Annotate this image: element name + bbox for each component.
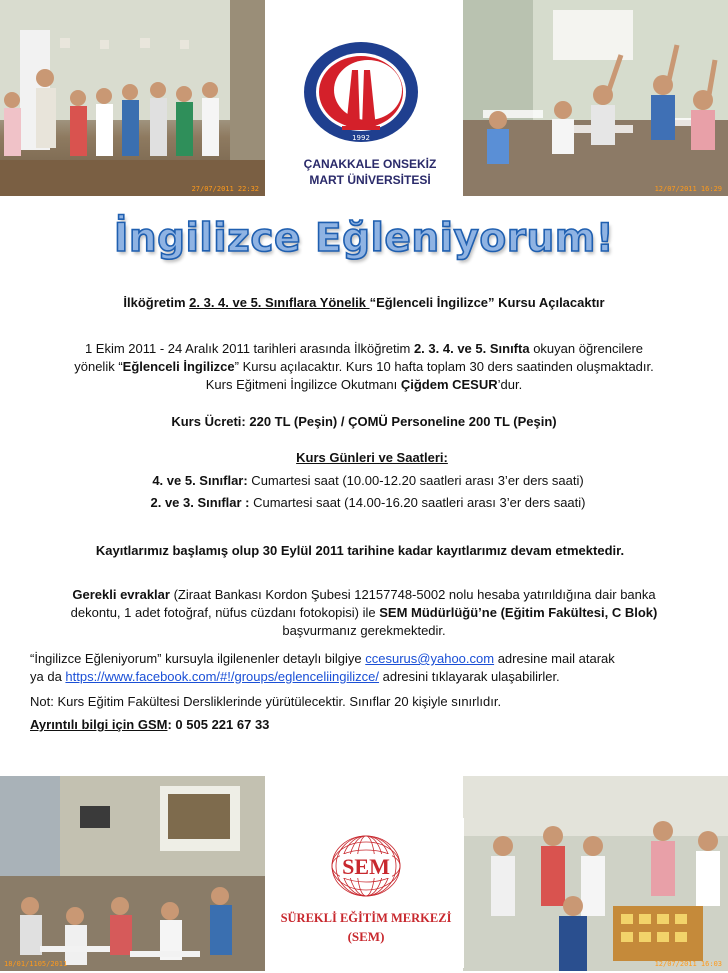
photo-date-stamp: 12/07/2011 16:03 bbox=[654, 960, 722, 968]
sem-full-name: SÜREKLİ EĞİTİM MERKEZİ bbox=[280, 911, 452, 925]
page-title: İngilizce Eğleniyorum! bbox=[113, 216, 615, 261]
photo-date-stamp: 27/07/2011 22:32 bbox=[191, 185, 259, 193]
email-link[interactable]: ccesurus@yahoo.com bbox=[365, 651, 495, 666]
registration-notice: Kayıtlarımız başlamış olup 30 Eylül 2011 tarihine kadar kayıtlarımız devam etmektedir. bbox=[95, 543, 625, 558]
schedule-row-2-3: 2. ve 3. Sınıflar : Cumartesi saat (14.00-16.20 saatleri arası 3’er ders saati) bbox=[150, 495, 586, 510]
photo-classroom-hands-raised bbox=[463, 0, 728, 196]
schedule-heading: Kurs Günleri ve Saatleri: bbox=[296, 450, 448, 465]
photo-classroom-illustration bbox=[463, 0, 728, 196]
photo-students-game bbox=[463, 776, 728, 971]
sem-logo bbox=[268, 818, 464, 968]
gsm-contact: Ayrıntılı bilgi için GSM: 0 505 221 67 33 bbox=[30, 717, 270, 732]
contact-info: “İngilizce Eğleniyorum” kursuyla ilgilenenler detaylı bilgiye ccesurus@yahoo.com adresine mail atarak ya da https://www.facebook.com/#!/groups/eglenceliingilizce/ adresini tıklayarak ulaşabilirler. bbox=[30, 651, 615, 684]
sem-abbreviation: SEM bbox=[342, 854, 390, 879]
sem-logo-mark bbox=[268, 818, 464, 968]
course-fee: Kurs Ücreti: 220 TL (Peşin) / ÇOMÜ Personeline 200 TL (Peşin) bbox=[171, 414, 557, 429]
photo-classroom-students-standing bbox=[0, 0, 265, 196]
schedule-row-4-5: 4. ve 5. Sınıflar: Cumartesi saat (10.00-12.20 saatleri arası 3’er ders saati) bbox=[152, 473, 584, 488]
course-note: Not: Kurs Eğitim Fakültesi Dersliklerinde yürütülecektir. Sınıflar 20 kişiyle sınırlıdır. bbox=[30, 694, 502, 709]
photo-classroom-illustration bbox=[0, 776, 265, 971]
intro-paragraph: 1 Ekim 2011 - 24 Aralık 2011 tarihleri arasında İlköğretim 2. 3. 4. ve 5. Sınıfta okuyan öğrencilere yönelik “Eğlenceli İngilizce” Kursu açılacaktır. Kurs 10 hafta toplam 30 ders saatinden oluşmaktadır. Kurs Eğitmeni İngilizce Okutmanı Çiğdem CESUR’dur. bbox=[74, 341, 654, 392]
subtitle: İlköğretim 2. 3. 4. ve 5. Sınıflara Yönelik “Eğlenceli İngilizce” Kursu Açılacaktır bbox=[123, 295, 605, 310]
photo-classroom-projector bbox=[0, 776, 265, 971]
photo-classroom-illustration bbox=[463, 776, 728, 971]
university-logo bbox=[302, 40, 420, 144]
photo-classroom-illustration bbox=[0, 0, 265, 196]
university-name: ÇANAKKALE ONSEKİZ MART ÜNİVERSİTESİ bbox=[303, 157, 437, 187]
required-documents: Gerekli evraklar (Ziraat Bankası Kordon Şubesi 12157748-5002 nolu hesaba yatırıldığına dair banka dekontu, 1 adet fotoğraf, nüfus cüzdanı fotokopisi) ile SEM Müdürlüğü’ne (Eğitim Fakültesi, C Blok) başvurmanız gerekmektedir. bbox=[70, 587, 658, 638]
logo-year: 1992 bbox=[352, 134, 370, 142]
sem-paren: (SEM) bbox=[347, 929, 385, 944]
facebook-group-link[interactable]: https://www.facebook.com/#!/groups/eglenceliingilizce/ bbox=[65, 669, 380, 684]
photo-date-stamp: 18/01/1105/2011 bbox=[4, 960, 68, 968]
photo-date-stamp: 12/07/2011 16:29 bbox=[654, 185, 722, 193]
